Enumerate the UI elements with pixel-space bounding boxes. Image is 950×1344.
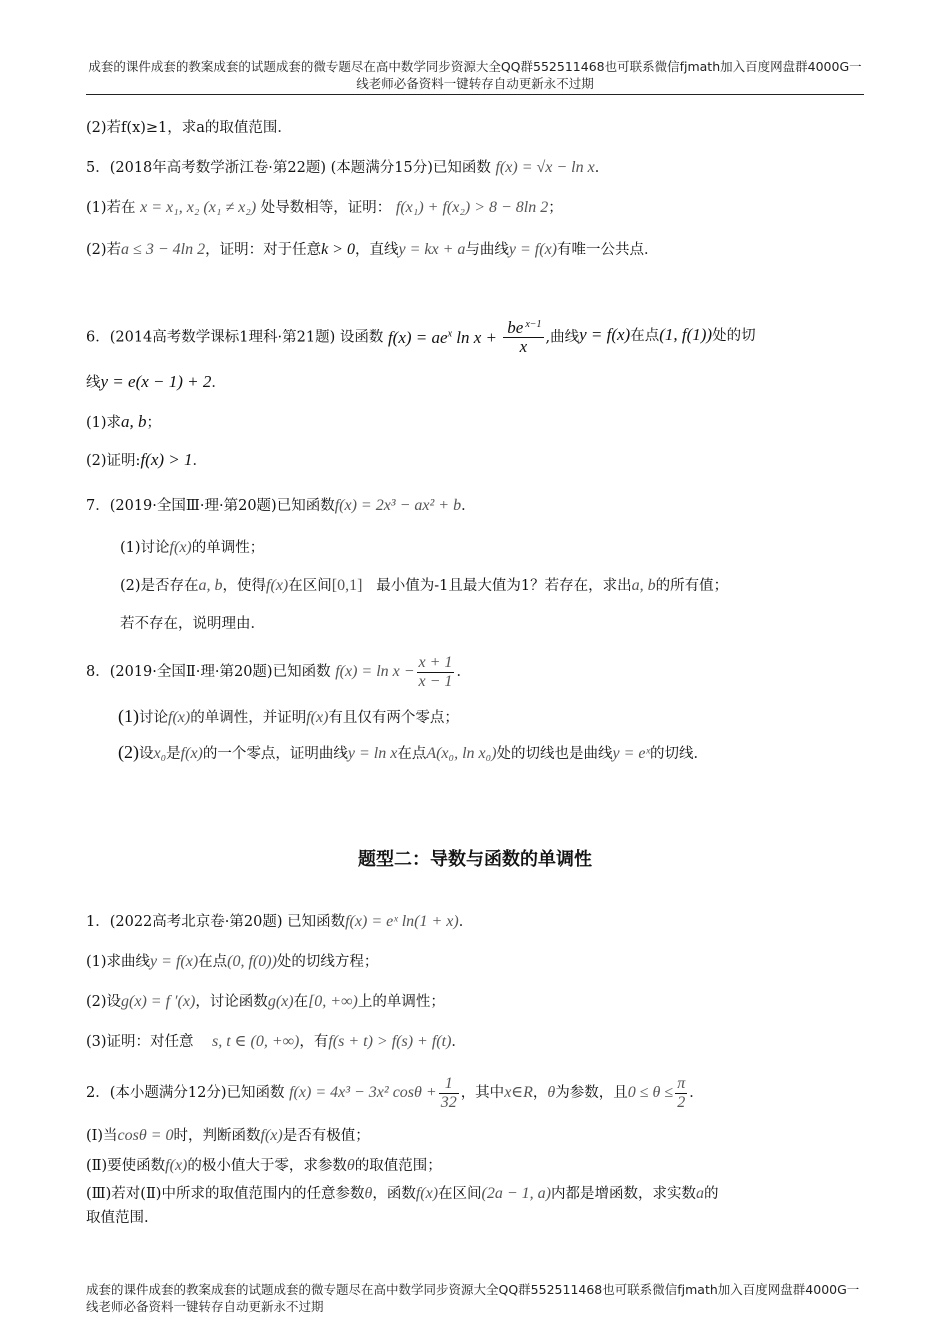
p8-q2: (2)设x₀是f(x)的一个零点，证明曲线y = ln x在点A(x₀, ln x₀)处的切线也是曲线y = eˣ的切线．	[118, 742, 709, 762]
p7-intro: 7．(2019·全国Ⅲ·理·第20题)已知函数f(x) = 2x³ − ax² + b．	[86, 497, 476, 514]
s2-qIII-cont: 取值范围.	[86, 1210, 149, 1226]
p6-line2: 线y = e(x − 1) + 2．	[86, 372, 226, 391]
p5-intro: 5．(2018年高考数学浙江卷·第22题) (本题满分15分)已知函数 f(x) = √x − ln x．	[86, 159, 610, 176]
section-title: 题型二：导数与函数的单调性	[358, 849, 592, 870]
s2-func: f(x) = 4x³ − 3x² cosθ +	[289, 1084, 437, 1101]
p5-q2: (2)若a ≤ 3 − 4ln 2，证明：对于任意k > 0，直线y = kx + a与曲线y = f(x)有唯一公共点．	[86, 241, 659, 258]
p6-q2: (2)证明:f(x) > 1．	[86, 450, 207, 469]
p8-func: f(x) = ln x −	[335, 663, 415, 680]
s2-qII: (Ⅱ)要使函数f(x)的极小值大于零，求参数θ的取值范围；	[86, 1157, 442, 1174]
s1-intro: 1．(2022高考北京卷·第20题) 已知函数f(x) = eˣ ln(1 + x)．	[86, 913, 474, 930]
s1-q2: (2)设g(x) = f ′(x)，讨论函数g(x)在[0, +∞)上的单调性；	[86, 993, 445, 1010]
p5-func: f(x) = √x − ln x	[495, 159, 595, 176]
p7-q2: (2)是否存在a, b，使得f(x)在区间[0,1] 最小值为-1且最大值为1？若存在，求出a, b的所有值；	[120, 577, 729, 594]
p5-q1: (1)若在 x = x₁, x₂ (x₁ ≠ x₂) 处导数相等，证明： f(x₁) + f(x₂) > 8 − 8ln 2；	[86, 199, 563, 216]
s2-qIII: (Ⅲ)若对(Ⅱ)中所求的取值范围内的任意参数θ，函数f(x)在区间(2a − 1, a)内都是增函数，求实数a的	[86, 1185, 719, 1202]
p8-intro: 8．(2019·全国Ⅱ·理·第20题)已知函数 f(x) = ln x − $\frac{x + 1}{x - 1}$ ．	[86, 653, 471, 690]
p7-func: f(x) = 2x³ − ax² + b	[334, 497, 462, 514]
p7-q1: (1)讨论f(x)的单调性；	[120, 539, 265, 556]
page-footer: 成套的课件成套的教案成套的试题成套的微专题尽在高中数学同步资源大全QQ群552511468也可联系微信fjmath加入百度网盘群4000G一线老师必备资料一键转存自动更新永不过期	[86, 1282, 860, 1314]
p6-q1: (1)求a, b；	[86, 412, 162, 431]
s1-func: f(x) = eˣ ln(1 + x)	[345, 913, 459, 930]
p8-q1: (1)讨论f(x)的单调性，并证明f(x)有且仅有两个零点；	[118, 706, 459, 726]
p6-func: $f(x) = ae^x$ ln x +	[387, 327, 498, 347]
p6-intro: 6．(2014高考数学课标1理科·第21题) 设函数 $f(x) = ae^x$ ln x + $\frac{be ^{x-1}}{x}$ ,曲线y = f(x)在点(1, f(1))处的切	[86, 304, 864, 364]
s2-intro: 2．(本小题满分12分)已知函数 f(x) = 4x³ − 3x² cosθ + $\frac{1}{32}$ ，其中x∈R，θ为参数，且0 ≤ θ ≤ $\frac{\pi}{2}$ ．	[86, 1074, 704, 1111]
s2-qI: (Ⅰ)当cosθ = 0时，判断函数f(x)是否有极值；	[86, 1127, 370, 1144]
s1-q3: (3)证明：对任意 s, t ∈ (0, +∞)，有f(s + t) > f(s) + f(t)．	[86, 1033, 466, 1050]
p4-q2: (2)若f(x)≥1，求a的取值范围．	[86, 120, 292, 136]
s1-q1: (1)求曲线y = f(x)在点(0, f(0))处的切线方程；	[86, 953, 379, 970]
page-header: 成套的课件成套的教案成套的试题成套的微专题尽在高中数学同步资源大全QQ群552511468也可联系微信fjmath加入百度网盘群4000G一线老师必备资料一键转存自动更新永不过期	[86, 58, 864, 95]
p7-q2-cont: 若不存在，说明理由．	[120, 616, 265, 632]
